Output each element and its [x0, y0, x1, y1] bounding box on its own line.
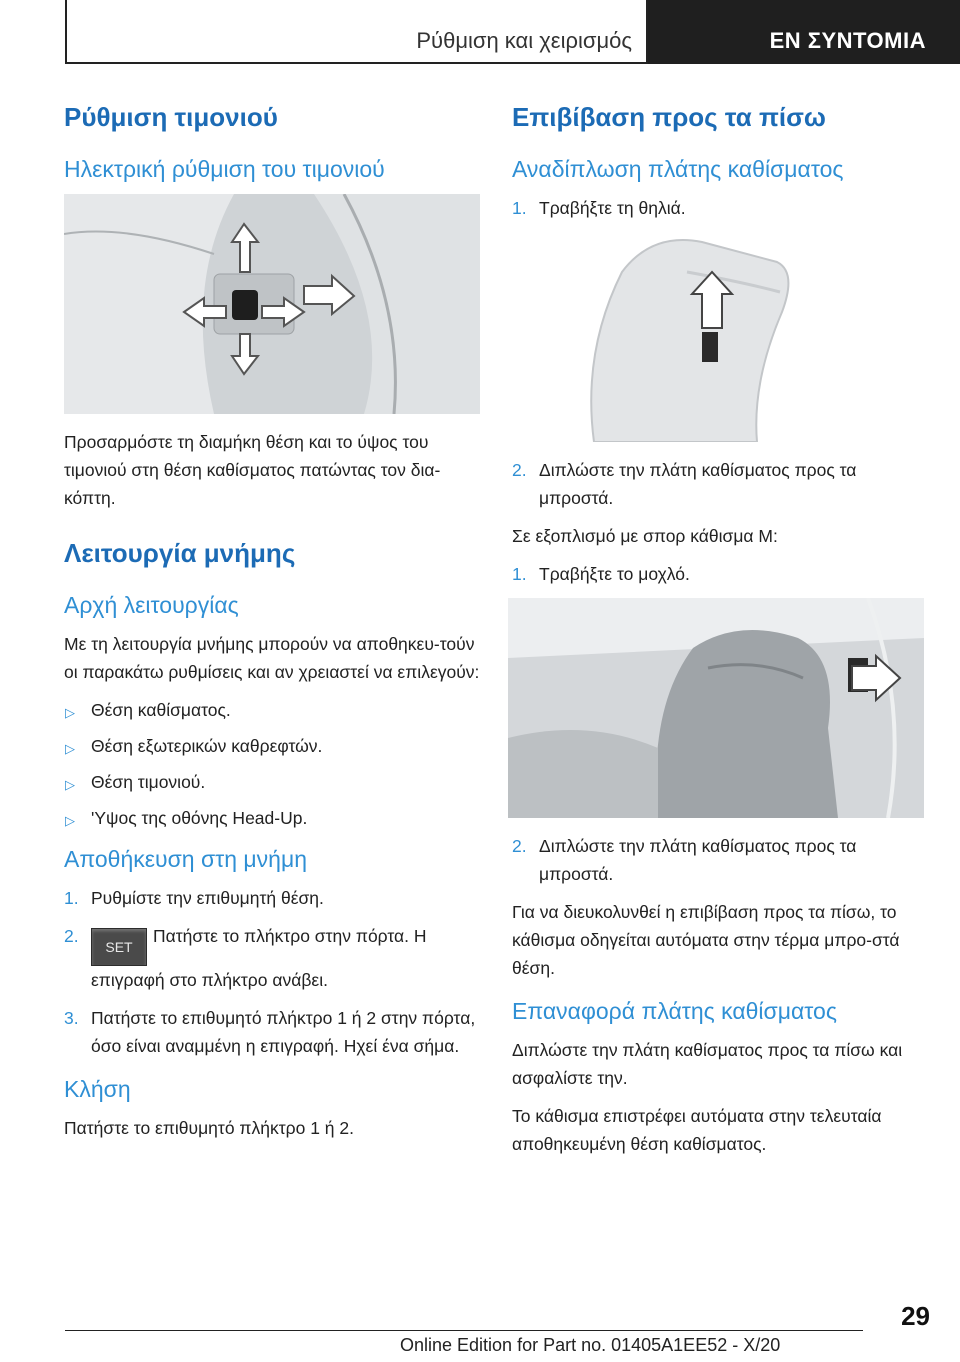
right-column — [512, 100, 928, 1168]
footer-rule — [65, 1330, 863, 1331]
store-steps — [64, 884, 480, 1060]
text-restore-1: Διπλώστε την πλάτη καθίσματος προς τα πίσω και ασφαλίστε την. — [512, 1040, 903, 1088]
subheading-store: Αποθήκευση στη μνήμη — [64, 846, 308, 872]
list-item: 1. Τραβήξτε το μοχλό. — [512, 564, 690, 584]
subheading-electric-steering: Ηλεκτρική ρύθμιση του τιμονιού — [64, 156, 385, 182]
list-item: ▷ Θέση τιμονιού. — [64, 768, 480, 796]
set-button-icon: SET — [91, 928, 147, 966]
list-item: 1. Ρυθμίστε την επιθυμητή θέση. — [64, 888, 324, 908]
list-item: 2. Διπλώστε την πλάτη καθίσματος προς τα μπροστά. — [512, 836, 857, 884]
subheading-recall: Κλήση — [64, 1076, 131, 1102]
text-restore-2: Το κάθισμα επιστρέφει αυτόματα στην τελευταία αποθηκευμένη θέση καθίσματος. — [512, 1106, 882, 1154]
text-steering-adjust: Προσαρμόστε τη διαμήκη θέση και το ύψος του τιμονιού στη θέση καθίσματος πατώντας τον δια-κόπτη. — [64, 432, 441, 508]
list-item: 2. Διπλώστε την πλάτη καθίσματος προς τα μπροστά. — [512, 460, 857, 508]
seat-loop-illustration — [512, 232, 928, 442]
text-m-seat: Σε εξοπλισμό με σπορ κάθισμα M: — [512, 526, 778, 546]
list-item: ▷ Θέση καθίσματος. — [64, 696, 480, 724]
text-recall: Πατήστε το επιθυμητό πλήκτρο 1 ή 2. — [64, 1118, 354, 1138]
footer-edition: Online Edition for Part no. 01405A1EE52 - X/20 — [400, 1335, 781, 1355]
triangle-bullet-icon: ▷ — [65, 777, 75, 792]
header-box — [65, 0, 648, 64]
triangle-bullet-icon: ▷ — [65, 705, 75, 720]
memory-bullet-list — [64, 696, 480, 832]
text-auto-forward: Για να διευκολυνθεί η επιβίβαση προς τα πίσω, το κάθισμα οδηγείται αυτόματα στην τέρμα μπρο-στά θέση. — [512, 902, 900, 978]
page-number: 29 — [901, 1301, 930, 1331]
header-section-title: Ρύθμιση και χειρισμός — [416, 28, 632, 53]
subheading-principle: Αρχή λειτουργίας — [64, 592, 239, 618]
fold-steps-a — [512, 194, 928, 222]
triangle-bullet-icon: ▷ — [65, 813, 75, 828]
subheading-fold-backrest: Αναδίπλωση πλάτης καθίσματος — [512, 156, 844, 182]
fold-steps-b — [512, 456, 928, 512]
triangle-bullet-icon: ▷ — [65, 741, 75, 756]
list-item: ▷ Θέση εξωτερικών καθρεφτών. — [64, 732, 480, 760]
fold-steps-c — [512, 560, 928, 588]
left-column — [64, 100, 480, 1152]
subheading-restore-backrest: Επαναφορά πλάτης καθίσματος — [512, 998, 837, 1024]
heading-memory: Λειτουργία μνήμης — [64, 538, 296, 568]
text-principle: Με τη λειτουργία μνήμης μπορούν να αποθηκευ-τούν οι παρακάτω ρυθμίσεις και αν χρειαστεί να επιλεγούν: — [64, 634, 480, 682]
heading-steering: Ρύθμιση τιμονιού — [64, 102, 278, 132]
list-item: 3. Πατήστε το επιθυμητό πλήκτρο 1 ή 2 στην πόρτα, όσο είναι αναμμένη η επιγραφή. Ηχεί ένα σήμα. — [64, 1008, 476, 1056]
fold-steps-d — [512, 832, 928, 888]
list-item: ▷ 'Υψος της οθόνης Head-Up. — [64, 804, 480, 832]
steering-adjust-illustration — [64, 194, 480, 414]
list-item: 1. Τραβήξτε τη θηλιά. — [512, 198, 686, 218]
m-seat-lever-illustration — [508, 598, 924, 818]
heading-rear-entry: Επιβίβαση προς τα πίσω — [512, 102, 826, 132]
header-tab — [648, 0, 960, 64]
list-item: 2. SETΠατήστε το πλήκτρο στην πόρτα. Η επιγραφή στο πλήκτρο ανάβει. — [64, 926, 427, 990]
header-tab-label: ΕΝ ΣΥΝΤΟΜΙΑ — [769, 28, 926, 53]
